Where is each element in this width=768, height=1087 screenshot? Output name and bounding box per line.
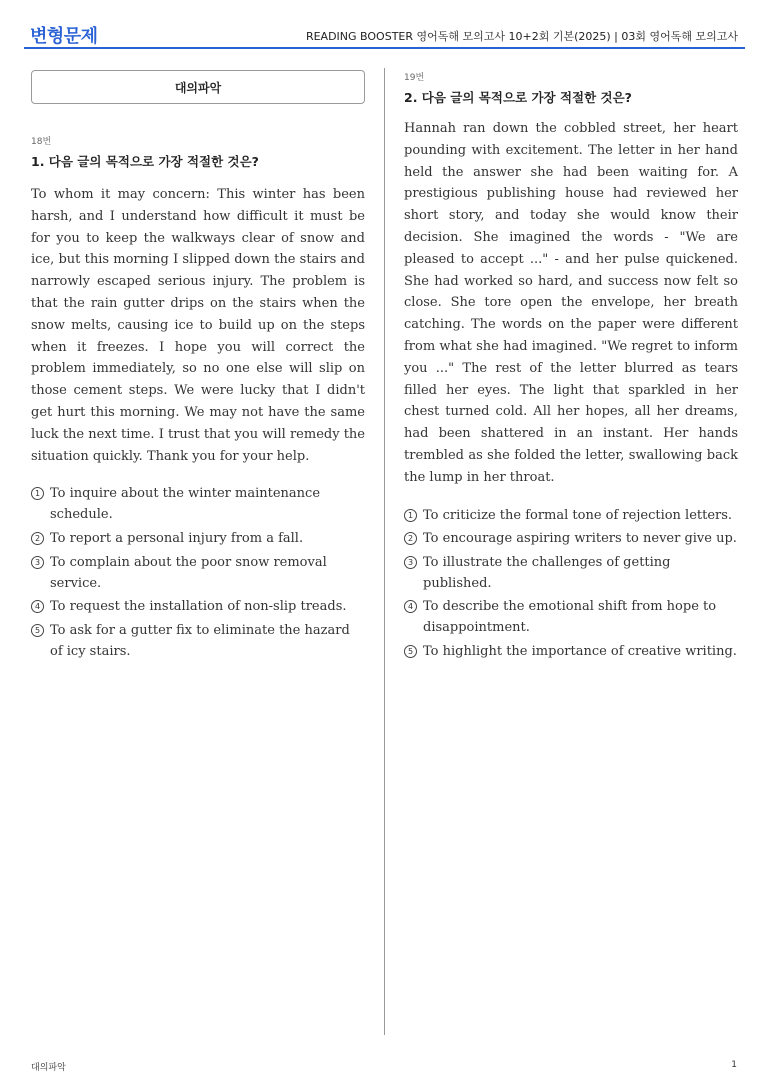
choice-number-icon: 2 — [404, 532, 417, 545]
choice-item[interactable] — [31, 552, 365, 594]
question-number: 18번 — [31, 137, 52, 147]
choice-number-icon: 3 — [404, 556, 417, 569]
brand-title: 변형문제 — [30, 26, 98, 47]
section-label-box — [31, 70, 365, 104]
choice-item[interactable] — [31, 528, 365, 549]
choice-text: To illustrate the challenges of getting published. — [423, 554, 671, 591]
choice-item[interactable] — [404, 641, 738, 662]
choice-item[interactable] — [404, 505, 738, 526]
choice-number-icon: 4 — [31, 600, 44, 613]
choice-number-icon: 5 — [404, 645, 417, 658]
choice-text: To inquire about the winter maintenance schedule. — [50, 486, 321, 523]
choice-text: To request the installation of non-slip treads. — [50, 599, 347, 615]
page-number: 1 — [731, 1060, 737, 1070]
column-divider — [384, 68, 385, 1035]
header-rule — [24, 47, 745, 49]
choice-number-icon: 1 — [31, 487, 44, 500]
choice-item[interactable] — [404, 596, 738, 638]
header-title: READING BOOSTER 영어독해 모의고사 10+2회 기본(2025) | 03회 영어독해 모의고사 — [305, 30, 738, 43]
question-number: 19번 — [404, 73, 425, 83]
choice-item[interactable] — [404, 552, 738, 594]
choice-text: To criticize the formal tone of rejection letters. — [423, 507, 733, 523]
right-column — [404, 70, 738, 665]
question-passage: To whom it may concern: This winter has been harsh, and I understand how difficult it must be for you to keep the walkways clear of snow and ice, but this morning I slipped down the stairs and narrowly escaped serious injury. The problem is that the rain gutter drips on the stairs when the snow melts, causing ice to build up on the steps when it freezes. I hope you will correct the problem immediately, so no one else will slip on those cement steps. We were lucky that I didn't get hurt this morning. We may not have the same luck the next time. I trust that you will remedy the situation quickly. Thank you for your help. — [31, 187, 365, 464]
choice-item[interactable] — [31, 483, 365, 525]
choice-text: To describe the emotional shift from hope to disappointment. — [423, 599, 717, 636]
choice-text: To complain about the poor snow removal service. — [50, 554, 327, 591]
choice-number-icon: 2 — [31, 532, 44, 545]
question-passage: Hannah ran down the cobbled street, her heart pounding with excitement. The letter in her hand held the answer she had been waiting for. A prestigious publishing house had reviewed her short story, and today she would know their decision. She imagined the words - "We are pleased to accept ..." - and her pulse quickened. She had worked so hard, and success now felt so close. She tore open the envelope, her breath catching. The words on the paper were different from what she had imagined. "We regret to inform you ..." The rest of the letter blurred as tears filled her eyes. The light that sparkled in her chest turned cold. All her hopes, all her dreams, had been shattered in an instant. Her hands trembled as she folded the letter, swallowing back the lump in her throat. — [404, 121, 738, 485]
choice-number-icon: 5 — [31, 624, 44, 637]
choice-text: To ask for a gutter fix to eliminate the hazard of icy stairs. — [50, 622, 350, 659]
choice-list — [404, 505, 738, 662]
choice-number-icon: 3 — [31, 556, 44, 569]
footer-section-label: 대의파악 — [31, 1063, 66, 1073]
choice-list — [31, 483, 365, 661]
question-title: 1. 다음 글의 목적으로 가장 적절한 것은? — [31, 154, 259, 169]
choice-item[interactable] — [31, 620, 365, 662]
choice-item[interactable] — [404, 528, 738, 549]
section-label: 대의파악 — [174, 80, 222, 95]
choice-item[interactable] — [31, 596, 365, 617]
choice-text: To highlight the importance of creative writing. — [423, 643, 737, 659]
left-column — [31, 70, 365, 664]
choice-text: To encourage aspiring writers to never give up. — [423, 531, 737, 547]
question-title: 2. 다음 글의 목적으로 가장 적절한 것은? — [404, 90, 632, 105]
choice-text: To report a personal injury from a fall. — [50, 530, 304, 546]
page-header — [0, 0, 768, 50]
choice-number-icon: 1 — [404, 509, 417, 522]
choice-number-icon: 4 — [404, 600, 417, 613]
